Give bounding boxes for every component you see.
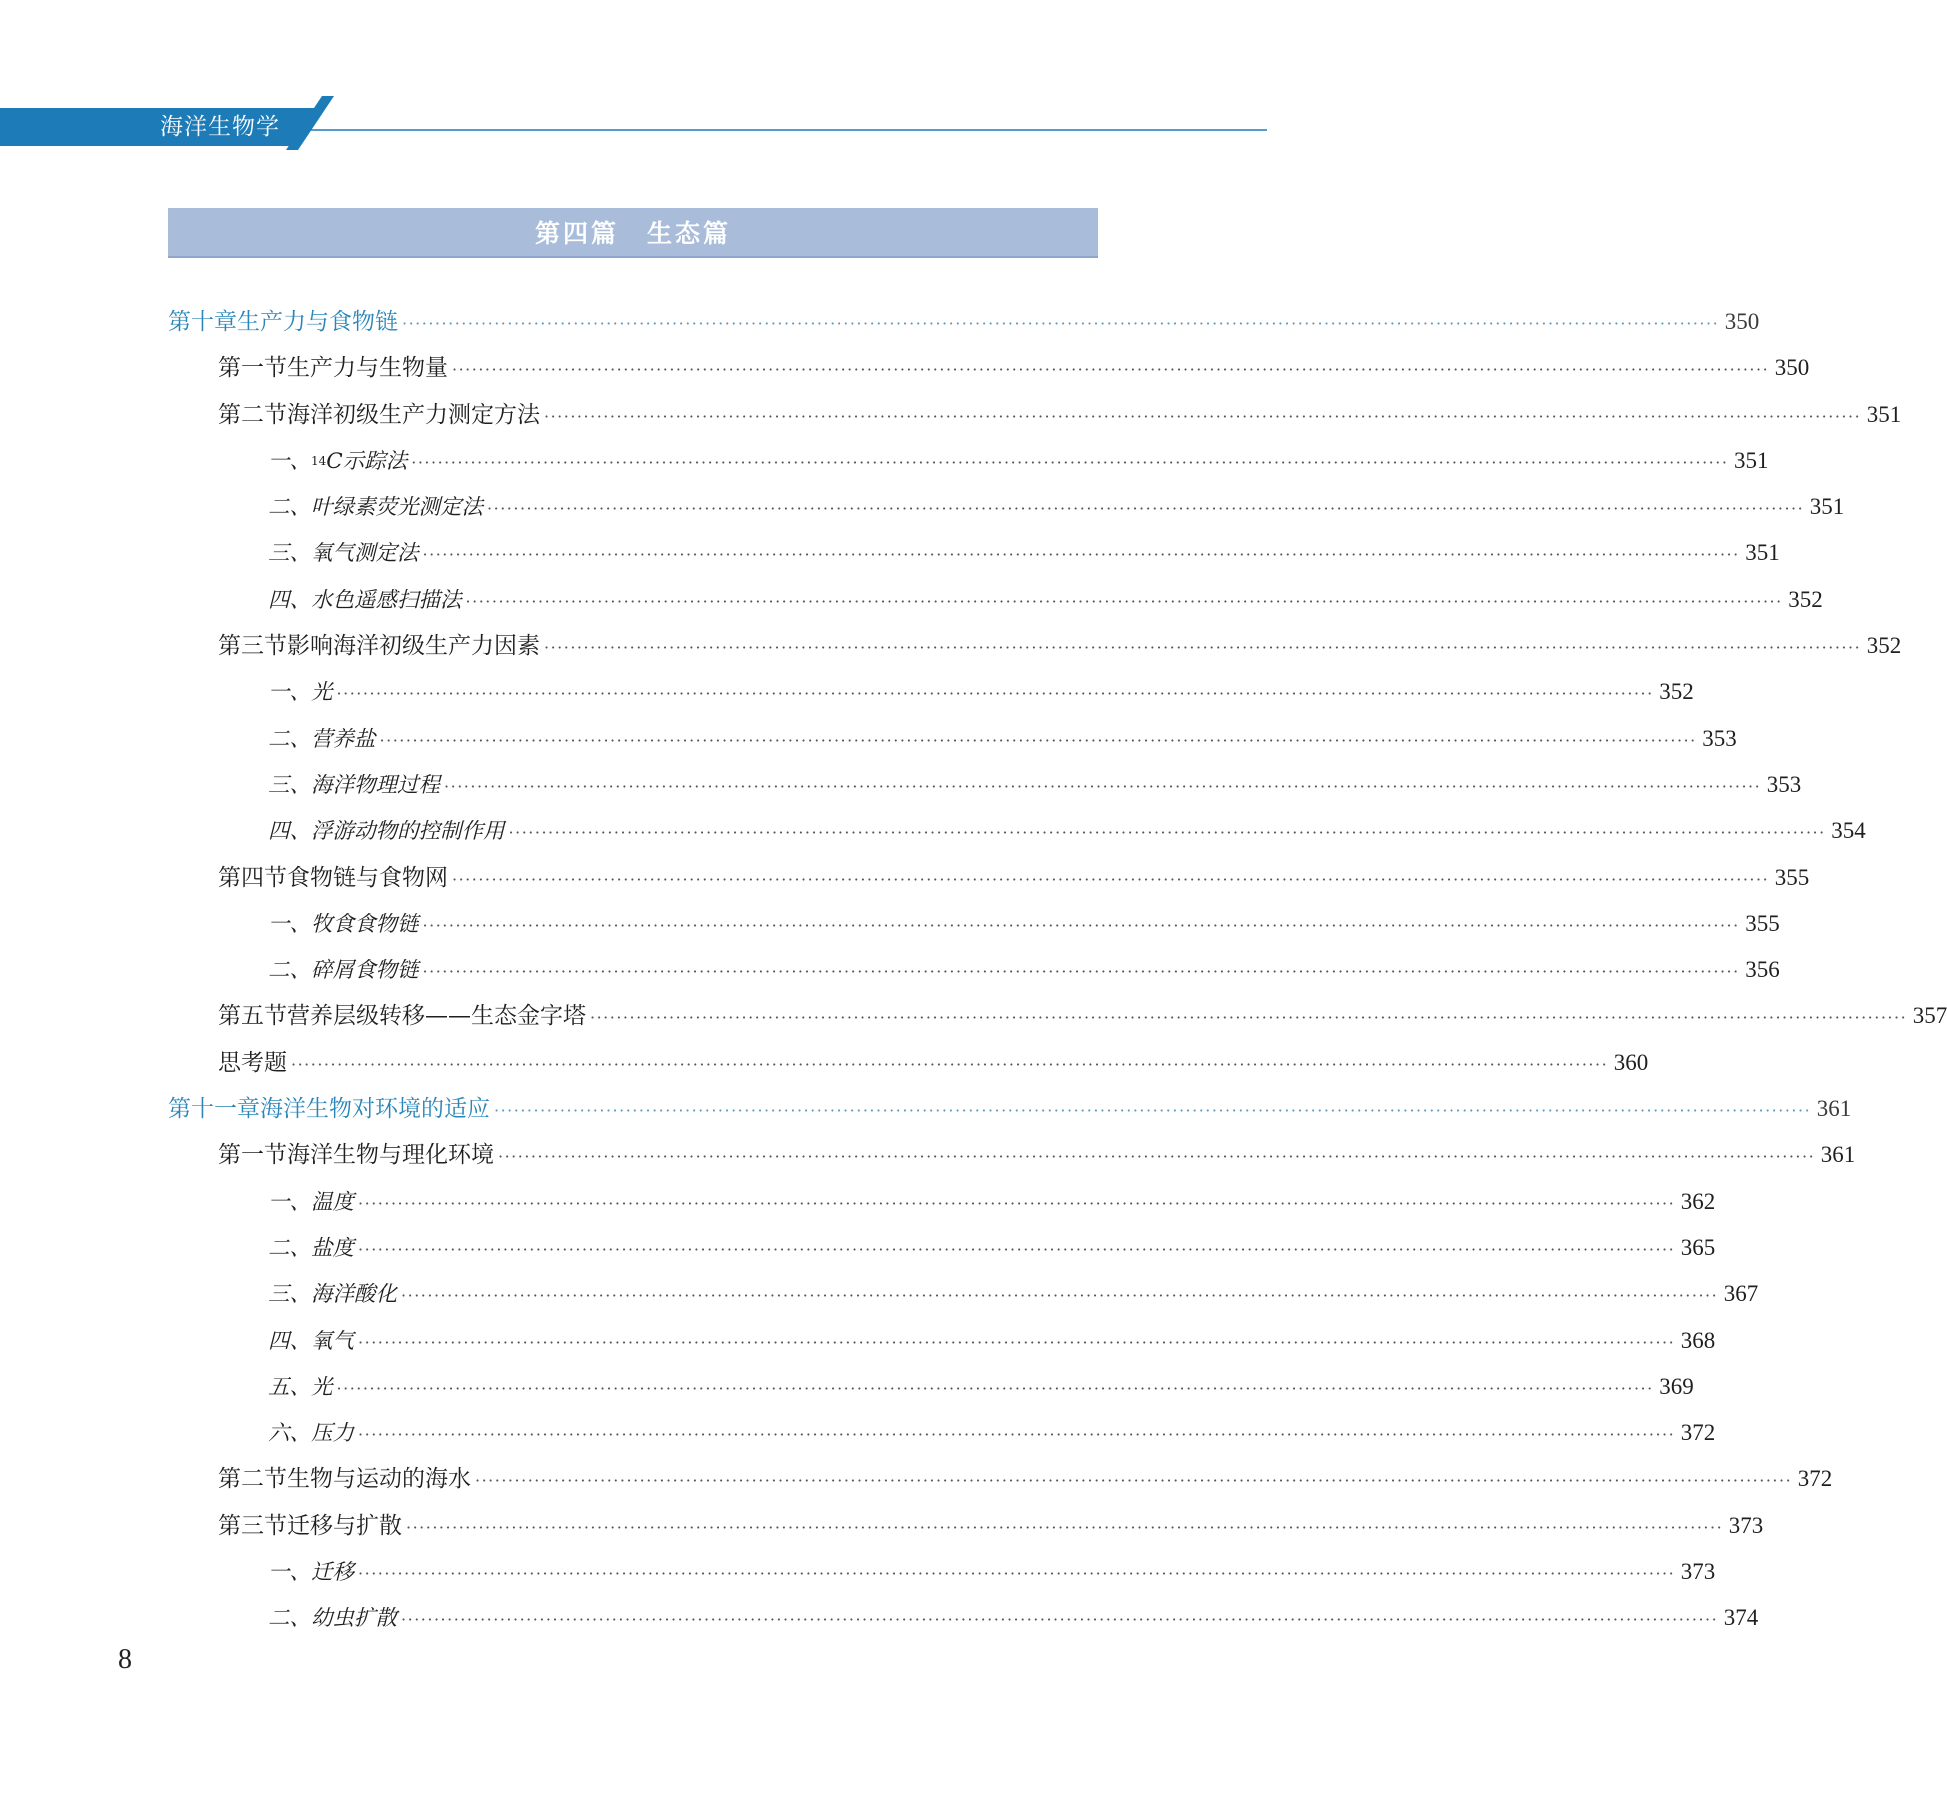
toc-entry-page: 373 bbox=[1728, 1512, 1764, 1538]
toc-entry-chapter[interactable] bbox=[168, 1086, 1852, 1132]
dot-leader: ········································································································································································································ bbox=[508, 823, 1826, 843]
toc-entry-page: 373 bbox=[1680, 1559, 1716, 1585]
dot-leader: ········································································································································································································ bbox=[336, 1378, 1654, 1398]
part-banner bbox=[168, 208, 1098, 258]
toc-entry-section[interactable] bbox=[168, 623, 1902, 669]
toc-entry-section[interactable] bbox=[168, 1456, 1833, 1502]
toc-entry-number: 一、 bbox=[268, 680, 312, 706]
dot-leader: ········································································································································································································ bbox=[379, 730, 1697, 750]
toc-entry-page: 351 bbox=[1866, 401, 1902, 427]
toc-entry-page: 352 bbox=[1788, 586, 1823, 612]
toc-entry-item[interactable] bbox=[168, 530, 1780, 576]
toc-entry-section[interactable] bbox=[168, 993, 1947, 1039]
toc-entry-item[interactable] bbox=[168, 669, 1694, 715]
toc-entry-number: 第一节 bbox=[218, 355, 287, 382]
toc-entry-item[interactable] bbox=[168, 1271, 1759, 1317]
toc-entry-title: 海洋物理过程 bbox=[311, 772, 441, 798]
toc-entry-section[interactable] bbox=[168, 392, 1902, 438]
toc-entry-item[interactable] bbox=[168, 1318, 1716, 1364]
toc-entry-page: 352 bbox=[1659, 679, 1694, 705]
toc-entry-number: 第三节 bbox=[218, 633, 287, 660]
dot-leader: ········································································································································································································ bbox=[401, 1610, 1719, 1630]
dot-leader: ········································································································································································································ bbox=[494, 1101, 1812, 1121]
toc-entry-page: 350 bbox=[1774, 355, 1810, 381]
toc-entry-item[interactable] bbox=[168, 808, 1866, 854]
toc-entry-item[interactable] bbox=[168, 438, 1769, 484]
toc-entry-number: 一、 bbox=[268, 448, 312, 474]
dot-leader: ········································································································································································································ bbox=[422, 915, 1740, 935]
toc-entry-title: 碎屑食物链 bbox=[311, 958, 419, 984]
page-number: 8 bbox=[118, 1644, 132, 1675]
toc-entry-page: 374 bbox=[1723, 1605, 1759, 1631]
toc-entry-page: 351 bbox=[1809, 494, 1845, 520]
toc-entry-number: 一、 bbox=[268, 1560, 312, 1586]
dot-leader: ········································································································································································································ bbox=[291, 1054, 1609, 1074]
dot-leader: ········································································································································································································ bbox=[422, 962, 1740, 982]
toc-entry-item[interactable] bbox=[168, 1364, 1694, 1410]
dot-leader: ········································································································································································································ bbox=[358, 1193, 1676, 1213]
toc-entry-item[interactable] bbox=[168, 716, 1737, 762]
toc-entry-page: 355 bbox=[1774, 864, 1810, 890]
toc-entry-title: 牧食食物链 bbox=[311, 911, 419, 937]
dot-leader: ········································································································································································································ bbox=[452, 869, 1770, 889]
toc-entry-page: 362 bbox=[1680, 1188, 1716, 1214]
toc-entry-title: 生产力与食物链 bbox=[237, 309, 398, 335]
toc-entry-page: 353 bbox=[1702, 725, 1737, 751]
toc-entry-number: 三、 bbox=[268, 1282, 312, 1308]
toc-entry-item[interactable] bbox=[168, 1179, 1716, 1225]
toc-entry-title: 迁移 bbox=[311, 1560, 355, 1586]
toc-entry-item[interactable] bbox=[168, 762, 1802, 808]
table-of-contents bbox=[168, 299, 1947, 1642]
toc-entry-page: 372 bbox=[1680, 1420, 1716, 1446]
toc-entry-title: 思考题 bbox=[218, 1049, 287, 1076]
toc-entry-number: 六、 bbox=[268, 1421, 312, 1447]
toc-entry-page: 357 bbox=[1912, 1003, 1947, 1029]
toc-entry-item[interactable] bbox=[168, 1595, 1759, 1641]
toc-entry-title: 海洋生物对环境的适应 bbox=[260, 1096, 490, 1123]
toc-entry-title: 温度 bbox=[311, 1189, 355, 1215]
toc-entry-page: 350 bbox=[1724, 309, 1760, 334]
toc-entry-title: 浮游动物的控制作用 bbox=[311, 819, 505, 845]
isotope-superscript: 14 bbox=[311, 453, 327, 468]
toc-entry-number: 四、 bbox=[268, 587, 312, 613]
toc-entry-page: 351 bbox=[1745, 540, 1780, 566]
toc-entry-page: 355 bbox=[1745, 910, 1780, 936]
toc-entry-number: 四、 bbox=[268, 1328, 312, 1354]
dot-leader: ········································································································································································································ bbox=[401, 1286, 1719, 1306]
toc-entry-title: 海洋酸化 bbox=[311, 1282, 398, 1308]
toc-entry-title: 叶绿素荧光测定法 bbox=[311, 495, 484, 521]
dot-leader: ········································································································································································································ bbox=[406, 1517, 1724, 1537]
toc-entry-number: 二、 bbox=[268, 1606, 312, 1632]
toc-entry-title: 迁移与扩散 bbox=[287, 1512, 402, 1539]
dot-leader: ········································································································································································································ bbox=[358, 1425, 1676, 1445]
dot-leader: ········································································································································································································ bbox=[358, 1239, 1676, 1259]
toc-entry-title: 水色遥感扫描法 bbox=[311, 587, 462, 613]
dot-leader: ········································································································································································································ bbox=[358, 1332, 1676, 1352]
toc-entry-title: 氧气测定法 bbox=[311, 541, 419, 567]
toc-entry-number: 五、 bbox=[268, 1374, 312, 1400]
toc-entry-title: 盐度 bbox=[311, 1235, 355, 1261]
toc-entry-title: 食物链与食物网 bbox=[287, 864, 448, 891]
toc-entry-chapter[interactable] bbox=[168, 299, 1760, 345]
toc-entry-title: 影响海洋初级生产力因素 bbox=[287, 633, 540, 660]
dot-leader: ········································································································································································································ bbox=[544, 406, 1862, 426]
dot-leader: ········································································································································································································ bbox=[452, 360, 1770, 380]
toc-entry-number: 第二节 bbox=[218, 1466, 287, 1493]
toc-entry-title: 生物与运动的海水 bbox=[287, 1466, 471, 1493]
toc-entry-number: 第五节 bbox=[218, 1003, 287, 1030]
toc-entry-title: 海洋初级生产力测定方法 bbox=[287, 401, 540, 428]
toc-entry-page: 351 bbox=[1733, 447, 1769, 473]
toc-entry-section[interactable] bbox=[168, 855, 1810, 901]
dot-leader: ········································································································································································································ bbox=[498, 1147, 1816, 1167]
toc-entry-section[interactable] bbox=[168, 1132, 1856, 1178]
toc-entry-title: 压力 bbox=[311, 1421, 355, 1447]
toc-entry-number: 第三节 bbox=[218, 1512, 287, 1539]
toc-entry-page: 369 bbox=[1659, 1373, 1694, 1399]
toc-entry-number: 一、 bbox=[268, 911, 312, 937]
toc-entry-number: 二、 bbox=[268, 958, 312, 984]
toc-entry-page: 368 bbox=[1680, 1327, 1716, 1353]
toc-entry-item[interactable] bbox=[168, 1410, 1716, 1456]
toc-entry-page: 367 bbox=[1723, 1281, 1759, 1307]
dot-leader: ········································································································································································································ bbox=[422, 545, 1740, 565]
toc-entry-section[interactable] bbox=[168, 1503, 1764, 1549]
toc-entry-section[interactable] bbox=[168, 1040, 1649, 1086]
toc-entry-number: 二、 bbox=[268, 1235, 312, 1261]
dot-leader: ········································································································································································································ bbox=[544, 638, 1862, 658]
toc-entry-title: 幼虫扩散 bbox=[311, 1606, 398, 1632]
toc-entry-title: 海洋生物与理化环境 bbox=[287, 1142, 494, 1169]
toc-entry-section[interactable] bbox=[168, 345, 1810, 391]
toc-entry-number: 三、 bbox=[268, 541, 312, 567]
toc-entry-item[interactable] bbox=[168, 947, 1780, 993]
toc-entry-item[interactable] bbox=[168, 1549, 1716, 1595]
dot-leader: ········································································································································································································ bbox=[336, 684, 1654, 704]
toc-entry-number: 第四节 bbox=[218, 864, 287, 891]
dot-leader: ········································································································································································································ bbox=[465, 591, 1783, 611]
toc-entry-number: 第十章 bbox=[168, 309, 237, 335]
toc-entry-title: C示踪法 bbox=[326, 448, 408, 474]
part-title: 第四篇 生态篇 bbox=[534, 219, 731, 248]
toc-entry-number: 第十一章 bbox=[168, 1096, 260, 1123]
toc-entry-number: 第二节 bbox=[218, 401, 287, 428]
toc-entry-item[interactable] bbox=[168, 577, 1823, 623]
dot-leader: ········································································································································································································ bbox=[590, 1008, 1908, 1028]
dot-leader: ········································································································································································································ bbox=[475, 1471, 1793, 1491]
toc-entry-number: 二、 bbox=[268, 495, 312, 521]
dot-leader: ········································································································································································································ bbox=[402, 314, 1720, 333]
toc-entry-title: 生产力与生物量 bbox=[287, 355, 448, 382]
toc-entry-item[interactable] bbox=[168, 484, 1845, 530]
toc-entry-page: 356 bbox=[1745, 957, 1780, 983]
book-title: 海洋生物学 bbox=[160, 114, 280, 140]
running-header bbox=[0, 0, 1267, 160]
dot-leader: ········································································································································································································ bbox=[444, 776, 1762, 796]
toc-entry-number: 第一节 bbox=[218, 1142, 287, 1169]
dot-leader: ········································································································································································································ bbox=[411, 452, 1729, 472]
toc-entry-title: 营养盐 bbox=[311, 726, 376, 752]
dot-leader: ········································································································································································································ bbox=[358, 1564, 1676, 1584]
toc-entry-item[interactable] bbox=[168, 901, 1780, 947]
toc-entry-item[interactable] bbox=[168, 1225, 1716, 1271]
toc-entry-page: 361 bbox=[1816, 1096, 1852, 1122]
toc-entry-page: 352 bbox=[1866, 633, 1902, 659]
toc-entry-title: 光 bbox=[311, 680, 333, 706]
toc-entry-page: 365 bbox=[1680, 1234, 1716, 1260]
toc-entry-number: 三、 bbox=[268, 772, 312, 798]
toc-entry-page: 361 bbox=[1820, 1142, 1856, 1168]
toc-entry-title: 光 bbox=[311, 1374, 333, 1400]
toc-entry-title: 氧气 bbox=[311, 1328, 355, 1354]
toc-entry-page: 372 bbox=[1797, 1466, 1833, 1492]
toc-entry-number: 二、 bbox=[268, 726, 312, 752]
toc-entry-page: 353 bbox=[1766, 771, 1802, 797]
dot-leader: ········································································································································································································ bbox=[487, 499, 1805, 519]
toc-entry-number: 四、 bbox=[268, 819, 312, 845]
toc-entry-title: 营养层级转移——生态金字塔 bbox=[287, 1003, 586, 1030]
toc-entry-page: 354 bbox=[1831, 818, 1866, 844]
toc-entry-page: 360 bbox=[1613, 1049, 1649, 1075]
toc-entry-number: 一、 bbox=[268, 1189, 312, 1215]
